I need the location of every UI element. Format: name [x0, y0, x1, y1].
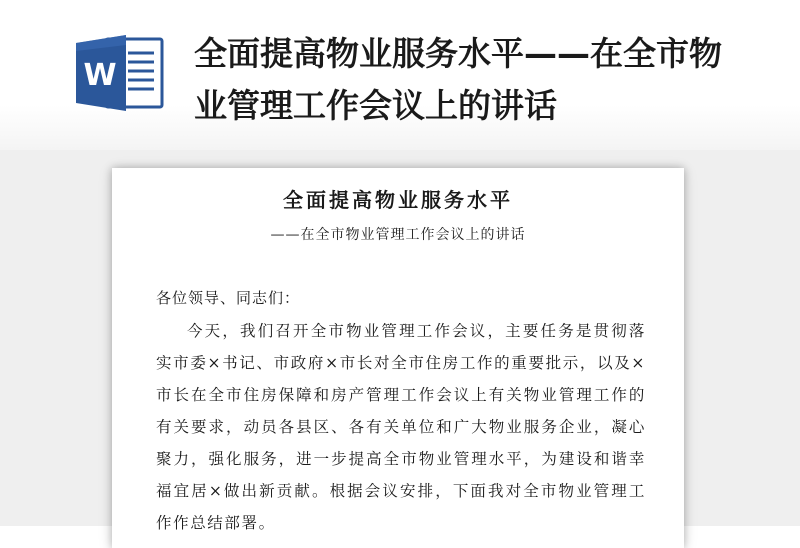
document-page	[112, 168, 684, 548]
body-paragraph: 今天，我们召开全市物业管理工作会议，主要任务是贯彻落实市委×书记、市政府×市长对全市住房工作的重要批示，以及×市长在全市住房保障和房产管理工作会议上有关物业管理工作的有关要求，动员各县区、各有关单位和广大物业服务企业，凝心聚力，强化服务，进一步提高全市物业管理水平，为建设和谐幸福宜居×做出新贡献。根据会议安排，下面我对全市物业管理工作作总结部署。	[156, 322, 646, 532]
word-document-icon	[76, 33, 166, 113]
banner	[0, 0, 800, 150]
document-title: 全面提高物业服务水平	[283, 188, 513, 212]
page-title: 全面提高物业服务水平——在全市物业管理工作会议上的讲话	[194, 34, 722, 125]
document-subtitle: ——在全市物业管理工作会议上的讲话	[270, 227, 526, 243]
word-icon-letter: W	[83, 58, 117, 93]
salutation: 各位领导、同志们：	[156, 289, 301, 307]
